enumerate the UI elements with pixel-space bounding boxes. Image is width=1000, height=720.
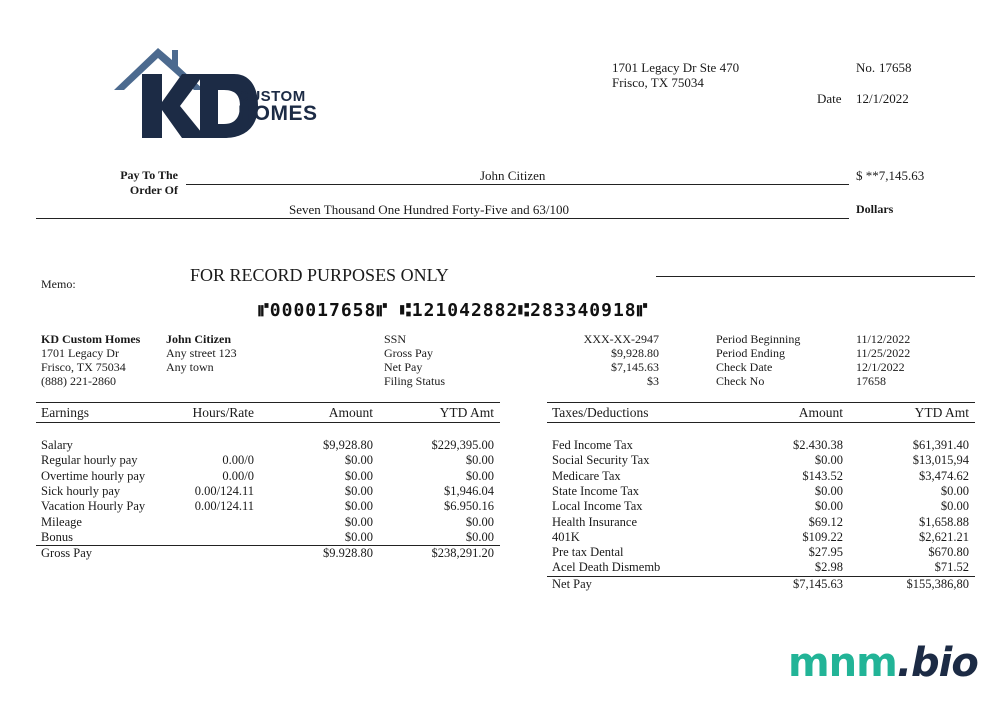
employer-address1: 1701 Legacy Dr: [41, 346, 119, 360]
check-address-line1: 1701 Legacy Dr Ste 470: [612, 60, 740, 75]
deductions-header-rule: [547, 422, 975, 423]
summary-value-ssn: XXX-XX-2947: [583, 332, 659, 346]
logo-text-homes: HOMES: [238, 102, 318, 125]
earnings-total-amount: $9.928.80: [323, 546, 373, 560]
deduction-row-ytd: $3,474.62: [919, 468, 969, 483]
earnings-row-name: Mileage: [41, 514, 82, 529]
period-label-end: Period Ending: [716, 346, 785, 360]
pay-to-label: Pay To The: [120, 168, 178, 182]
period-value-checkno: 17658: [856, 374, 886, 388]
earnings-top-rule: [36, 402, 500, 403]
deduction-row-ytd: $61,391.40: [912, 438, 969, 452]
deduction-row-name: Pre tax Dental: [552, 545, 624, 560]
employee-address2: Any town: [166, 360, 214, 374]
earnings-row-name: Overtime hourly pay: [41, 468, 146, 483]
deduction-row-name: Medicare Tax: [552, 468, 621, 483]
earnings-row-amount: $0.00: [344, 499, 373, 514]
earnings-header-name: Earnings: [41, 405, 89, 420]
earnings-row-amount: $0.00: [344, 514, 373, 529]
deductions-top-rule: [547, 402, 975, 403]
earnings-row-ytd: $0.00: [465, 468, 494, 483]
deductions-total-name: Net Pay: [552, 577, 592, 591]
earnings-row-name: Bonus: [41, 529, 73, 544]
deduction-row-ytd: $0.00: [940, 499, 969, 514]
watermark-part1: mnm: [788, 640, 897, 686]
dollars-label: Dollars: [856, 202, 894, 216]
employer-address2: Frisco, TX 75034: [41, 360, 126, 374]
summary-value-gross: $9,928.80: [611, 346, 659, 360]
deduction-row-ytd: $1,658.88: [919, 514, 969, 529]
period-label-checkdate: Check Date: [716, 360, 773, 374]
earnings-row-hours: 0.00/0: [222, 453, 254, 468]
earnings-header-amount: Amount: [328, 405, 373, 420]
earnings-row-ytd: $0.00: [465, 529, 494, 544]
earnings-row-name: Sick hourly pay: [41, 483, 121, 498]
deduction-row-amount: $109.22: [802, 529, 843, 544]
employer-name: KD Custom Homes: [41, 332, 141, 346]
deduction-row-ytd: $13,015,94: [912, 453, 969, 468]
earnings-row-ytd: $6.950.16: [444, 499, 494, 514]
earnings-row-name: Regular hourly pay: [41, 453, 138, 468]
deduction-row-amount: $27.95: [808, 545, 843, 560]
signature-line: [656, 276, 975, 277]
summary-label-net: Net Pay: [384, 360, 423, 374]
employee-address1: Any street 123: [166, 346, 237, 360]
earnings-row-hours: 0.00/124.11: [194, 483, 254, 498]
earnings-row-hours: 0.00/124.11: [194, 499, 254, 514]
deduction-row-name: 401K: [552, 529, 580, 544]
period-value-checkdate: 12/1/2022: [856, 360, 905, 374]
amount-in-words: Seven Thousand One Hundred Forty-Five and 63/100: [289, 202, 569, 217]
earnings-row-name: Salary: [41, 438, 73, 452]
watermark-logo: [788, 640, 978, 686]
period-value-end: 11/25/2022: [856, 346, 911, 360]
deduction-row-amount: $2.98: [814, 560, 843, 575]
deductions-total-amount: $7,145.63: [793, 577, 843, 591]
employee-name: John Citizen: [166, 332, 232, 346]
memo-text: FOR RECORD PURPOSES ONLY: [190, 265, 449, 285]
period-label-checkno: Check No: [716, 374, 765, 388]
deduction-row-name: Acel Death Dismemb: [552, 560, 661, 575]
deduction-row-name: Fed Income Tax: [552, 438, 633, 452]
period-label-begin: Period Beginning: [716, 332, 801, 346]
deductions-total-ytd: $155,386,80: [906, 577, 969, 591]
earnings-row-ytd: $0.00: [465, 453, 494, 468]
earnings-row-amount: $9,928.80: [323, 438, 373, 452]
watermark-part2: .bio: [896, 640, 978, 686]
amount-words-line: [36, 218, 849, 219]
summary-label-gross: Gross Pay: [384, 346, 434, 360]
deduction-row-amount: $69.12: [808, 514, 843, 529]
earnings-row-ytd: $1,946.04: [444, 483, 494, 498]
deduction-row-amount: $0.00: [814, 499, 843, 514]
earnings-row-ytd: $0.00: [465, 514, 494, 529]
check-address-line2: Frisco, TX 75034: [612, 75, 704, 90]
deduction-row-name: Local Income Tax: [552, 499, 643, 514]
deduction-row-ytd: $670.80: [928, 545, 969, 560]
deduction-row-amount: $0.00: [814, 483, 843, 498]
deductions-header-ytd: YTD Amt: [914, 405, 969, 420]
earnings-row-amount: $0.00: [344, 453, 373, 468]
check-number: 17658: [879, 60, 912, 75]
payee-name: John Citizen: [480, 168, 546, 183]
earnings-header-rule: [36, 422, 500, 423]
deductions-header-name: Taxes/Deductions: [552, 405, 649, 420]
deduction-row-name: Social Security Tax: [552, 453, 650, 468]
earnings-row-ytd: $229,395.00: [431, 438, 494, 452]
order-of-label: Order Of: [129, 183, 178, 197]
earnings-row-hours: 0.00/0: [222, 468, 254, 483]
earnings-total-ytd: $238,291.20: [431, 546, 494, 560]
check-date-label: Date: [817, 91, 842, 106]
deduction-row-amount: $2.430.38: [793, 438, 843, 452]
earnings-header-ytd: YTD Amt: [439, 405, 494, 420]
earnings-header-hours: Hours/Rate: [192, 405, 254, 420]
summary-value-net: $7,145.63: [611, 360, 659, 374]
summary-value-filing: $3: [647, 374, 659, 388]
deduction-row-name: Health Insurance: [552, 514, 638, 529]
deduction-row-ytd: $71.52: [934, 560, 969, 575]
check-number-label: No.: [856, 60, 876, 75]
deduction-row-amount: $143.52: [802, 468, 843, 483]
earnings-total-name: Gross Pay: [41, 546, 93, 560]
summary-label-ssn: SSN: [384, 332, 407, 346]
earnings-row-amount: $0.00: [344, 483, 373, 498]
payee-line: [186, 184, 849, 185]
summary-label-filing: Filing Status: [384, 374, 446, 388]
period-value-begin: 11/12/2022: [856, 332, 911, 346]
deduction-row-ytd: $0.00: [940, 483, 969, 498]
deductions-header-amount: Amount: [798, 405, 843, 420]
deduction-row-name: State Income Tax: [552, 483, 640, 498]
earnings-row-amount: $0.00: [344, 529, 373, 544]
employer-phone: (888) 221-2860: [41, 374, 116, 388]
logo-text-custom: CUSTOM: [238, 88, 306, 105]
micr-line: ⑈000017658⑈ ⑆121042882⑆283340918⑈: [258, 300, 649, 321]
check-date: 12/1/2022: [856, 91, 909, 106]
earnings-row-amount: $0.00: [344, 468, 373, 483]
deduction-row-ytd: $2,621.21: [919, 529, 969, 544]
earnings-row-name: Vacation Hourly Pay: [41, 499, 146, 514]
deduction-row-amount: $0.00: [814, 453, 843, 468]
memo-label: Memo:: [41, 277, 76, 291]
check-amount: $ **7,145.63: [856, 168, 925, 183]
